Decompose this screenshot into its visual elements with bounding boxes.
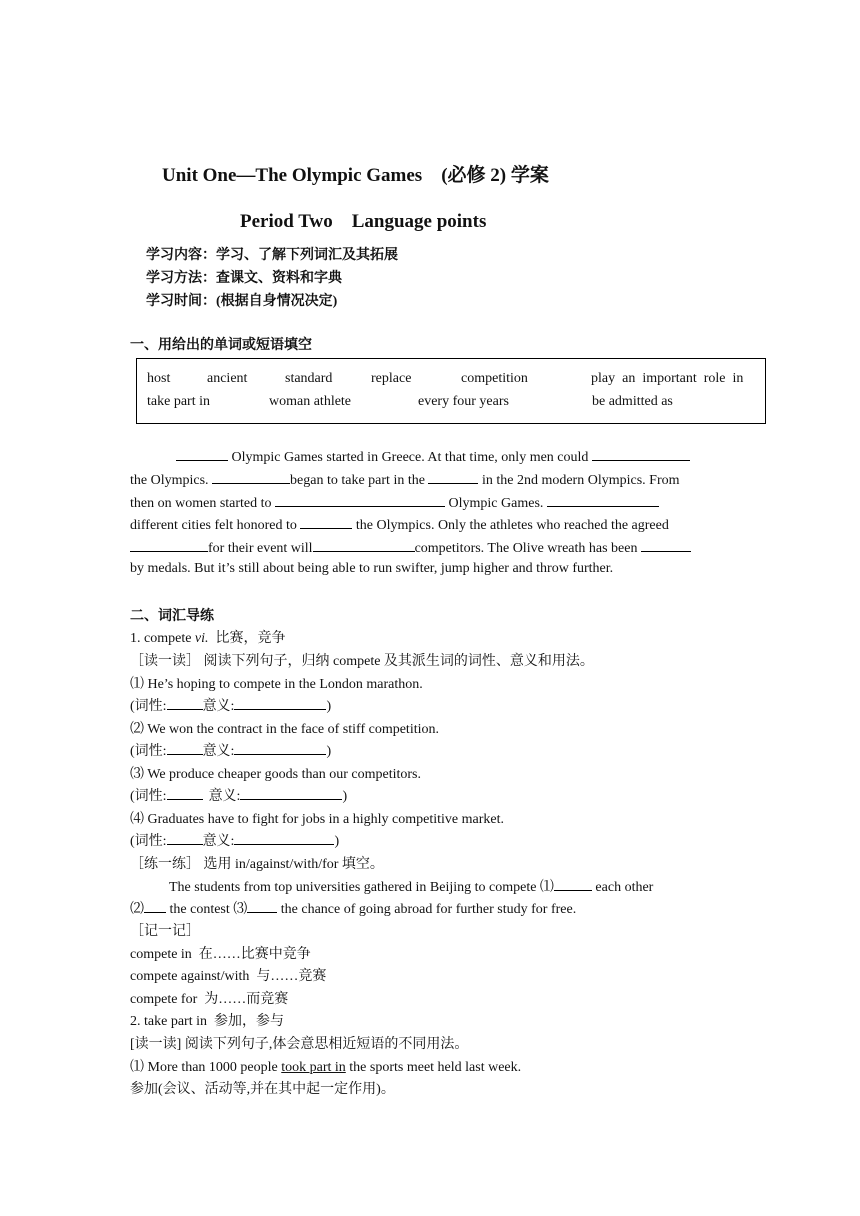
pos-meaning-line: (词性: 意义: ) [130,744,332,759]
example-sentence: ⑷ Graduates have to fight for jobs in a highly competitive market. [130,812,505,827]
pos-blank[interactable] [167,787,203,800]
word-bank-item: woman athlete [269,394,352,409]
passage-line: Olympic Games started in Greece. At that time, only men could [176,448,690,466]
word-bank-item: take part in [147,394,210,409]
passage-line: the Olympics. began to take part in the in the 2nd modern Olympics. From [130,473,680,488]
example-sentence: ⑴ More than 1000 people took part in the sports meet held last week. [130,1060,522,1075]
practice-line: ⑵ the contest ⑶ the chance of going abroad for further study for free. [130,902,577,917]
word-bank-item: replace [371,371,412,386]
answer-blank[interactable] [275,494,445,507]
pos-meaning-line: (词性: 意义: ) [130,789,348,804]
remember-item: compete for 为……而竞赛 [130,992,289,1007]
page-subtitle: Period Two Language points [240,211,487,232]
word-bank-item: competition [461,371,528,386]
answer-blank[interactable] [554,878,592,891]
passage-line: for their event will competitors. The Olive wreath has been [130,539,691,557]
answer-blank[interactable] [428,471,478,484]
passage-line: then on women started to Olympic Games. [130,494,659,512]
section2-heading: 二、词汇导练 [130,609,214,624]
practice-instruction: ［练一练］ 选用 in/against/with/for 填空。 [130,857,384,872]
example-sentence: ⑴ He’s hoping to compete in the London marathon. [130,677,423,692]
answer-blank[interactable] [592,448,690,461]
pos-blank[interactable] [167,697,203,710]
passage-line: different cities felt honored to the Olympics. Only the athletes who reached the agreed [130,518,669,533]
word-bank-item: ancient [207,371,248,386]
study-content: 学习内容：学习、了解下列词汇及其拓展 [146,248,398,263]
answer-blank[interactable] [212,471,290,484]
study-time: 学习时间：(根据自身情况决定) [146,294,338,309]
answer-blank[interactable] [547,494,659,507]
meaning-blank[interactable] [240,787,342,800]
example-sentence: ⑶ We produce cheaper goods than our competitors. [130,767,421,782]
passage-line: by medals. But it’s still about being able to run swifter, jump higher and throw further. [130,561,614,576]
meaning-blank[interactable] [234,832,334,845]
read-instruction: [读一读] 阅读下列句子,体会意思相近短语的不同用法。 [130,1037,469,1052]
answer-blank[interactable] [247,900,277,913]
item1-heading: 1. compete vi. 比赛，竞争 [130,631,286,646]
answer-blank[interactable] [641,539,691,552]
pos-blank[interactable] [167,742,203,755]
word-bank-box [136,358,766,424]
word-bank-item: standard [285,371,333,386]
answer-blank[interactable] [130,539,208,552]
answer-blank[interactable] [144,900,166,913]
read-instruction: ［读一读］ 阅读下列句子，归纳 compete 及其派生词的词性、意义和用法。 [130,654,594,669]
example-sentence: ⑵ We won the contract in the face of stiff competition. [130,722,439,737]
item2-heading: 2. take part in 参加，参与 [130,1014,284,1029]
answer-blank[interactable] [176,448,228,461]
remember-title: ［记一记］ [130,924,200,939]
word-bank-item: be admitted as [592,394,673,409]
pos-blank[interactable] [167,832,203,845]
answer-blank[interactable] [300,516,352,529]
pos-meaning-line: (词性: 意义: ) [130,699,332,714]
remember-item: compete in 在……比赛中竞争 [130,947,311,962]
remember-item: compete against/with 与……竞赛 [130,969,327,984]
word-bank-item: play an important role in [591,371,744,386]
pos-meaning-line: (词性: 意义: ) [130,834,340,849]
study-method: 学习方法：查课文、资料和字典 [146,271,342,286]
meaning-blank[interactable] [234,697,326,710]
section1-heading: 一、用给出的单词或短语填空 [130,338,312,353]
usage-note: 参加(会议、活动等,并在其中起一定作用)。 [130,1082,395,1097]
meaning-blank[interactable] [234,742,326,755]
answer-blank[interactable] [313,539,415,552]
word-bank-item: every four years [418,394,509,409]
page-title: Unit One—The Olympic Games (必修 2) 学案 [162,165,549,186]
practice-line: The students from top universities gathered in Beijing to compete ⑴ each other [169,880,654,895]
word-bank-item: host [147,371,171,386]
